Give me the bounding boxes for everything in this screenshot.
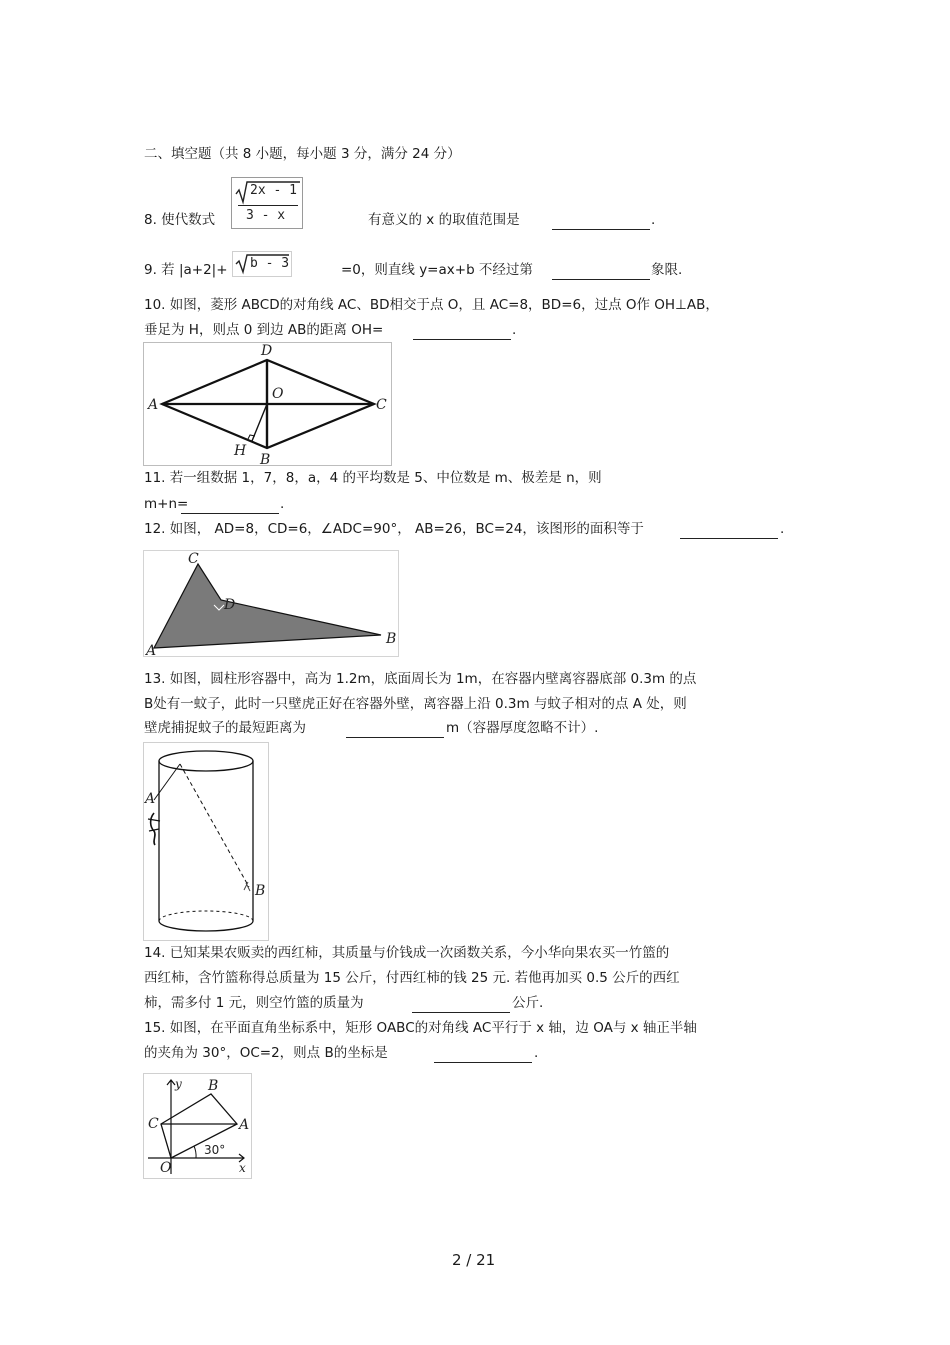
q9-answer-blank[interactable] xyxy=(552,279,650,280)
q11-answer-blank[interactable] xyxy=(181,513,279,514)
q9-end: 象限. xyxy=(651,262,683,278)
q15-end: . xyxy=(534,1045,539,1061)
label-B: B xyxy=(260,452,271,465)
fraction-bar xyxy=(238,205,298,206)
label-x: x xyxy=(239,1161,246,1175)
q9-prefix: 9. 若 |a+2|+ xyxy=(144,262,228,278)
q8-answer-blank[interactable] xyxy=(552,229,650,230)
q10-answer-blank[interactable] xyxy=(413,339,511,340)
label-B: B xyxy=(208,1078,219,1094)
label-O: O xyxy=(272,386,284,402)
label-A: A xyxy=(148,397,159,413)
label-C: C xyxy=(188,551,199,567)
q8-denominator: 3 - x xyxy=(246,208,286,223)
label-H: H xyxy=(234,443,247,459)
label-A: A xyxy=(145,791,156,807)
q10-line2: 垂足为 H，则点 0 到边 AB的距离 OH= xyxy=(144,322,384,338)
label-O: O xyxy=(160,1160,172,1176)
q12-answer-blank[interactable] xyxy=(680,538,778,539)
q14-line1: 14. 已知某果农贩卖的西红柿，其质量与价钱成一次函数关系，今小华向果农买一竹篮的 xyxy=(144,945,670,961)
q14-line3b: 公斤. xyxy=(512,995,544,1011)
q11-line2: m+n= xyxy=(144,496,189,512)
q8-formula-image xyxy=(231,177,303,229)
q13-line2: B处有一蚊子，此时一只壁虎正好在容器外壁，离容器上沿 0.3m 与蚊子相对的点 A 处，则 xyxy=(144,696,687,712)
q15-answer-blank[interactable] xyxy=(434,1062,532,1063)
page-number: 2 / 21 xyxy=(452,1251,496,1269)
label-B: B xyxy=(386,631,397,647)
label-A: A xyxy=(146,643,157,656)
q12-line1: 12. 如图， AD=8，CD=6，∠ADC=90°， AB=26，BC=24，该图形的面积等于 xyxy=(144,521,644,537)
q9-formula-image xyxy=(232,251,292,277)
label-C: C xyxy=(376,397,387,413)
q14-line2: 西红柿，含竹篮称得总质量为 15 公斤，付西红柿的钱 25 元. 若他再加买 0.5 公斤的西红 xyxy=(144,970,680,986)
q14-line3a: 柿，需多付 1 元，则空竹篮的质量为 xyxy=(144,995,364,1011)
q15-coordinate-figure xyxy=(143,1073,252,1179)
q9-suffix: =0，则直线 y=ax+b 不经过第 xyxy=(341,262,533,278)
q15-line1: 15. 如图，在平面直角坐标系中，矩形 OABC的对角线 AC平行于 x 轴，边 OA与 x 轴正半轴 xyxy=(144,1020,697,1036)
q10-rhombus-figure xyxy=(143,342,392,466)
label-angle: 30° xyxy=(204,1143,226,1157)
q13-line3b: m（容器厚度忽略不计）. xyxy=(446,720,599,736)
q11-end: . xyxy=(280,496,285,512)
q10-line1: 10. 如图，菱形 ABCD的对角线 AC、BD相交于点 O，且 AC=8，BD=6，过点 O作 OH⊥AB， xyxy=(144,297,719,313)
q13-line3a: 壁虎捕捉蚊子的最短距离为 xyxy=(144,720,306,736)
q13-cylinder-figure xyxy=(143,742,269,941)
q8-numerator: 2x - 1 xyxy=(250,183,297,198)
section-heading: 二、填空题（共 8 小题，每小题 3 分，满分 24 分） xyxy=(144,146,461,162)
label-y: y xyxy=(175,1077,182,1091)
q13-answer-blank[interactable] xyxy=(346,737,444,738)
q9-radicand: b - 3 xyxy=(250,256,290,271)
q8-end: . xyxy=(651,212,656,228)
label-D: D xyxy=(261,343,273,359)
q13-line1: 13. 如图，圆柱形容器中，高为 1.2m，底面周长为 1m，在容器内壁离容器底部 0.3m 的点 xyxy=(144,671,697,687)
q10-end: . xyxy=(512,322,517,338)
gecko-icon xyxy=(148,813,160,845)
label-A: A xyxy=(239,1117,250,1133)
label-D: D xyxy=(224,597,236,613)
q12-shaded-figure xyxy=(143,550,399,657)
q8-suffix: 有意义的 x 的取值范围是 xyxy=(368,212,520,228)
q11-line1: 11. 若一组数据 1，7，8，a，4 的平均数是 5、中位数是 m、极差是 n，则 xyxy=(144,470,602,486)
label-B: B xyxy=(255,883,266,899)
label-C: C xyxy=(148,1116,159,1132)
q14-answer-blank[interactable] xyxy=(412,1012,510,1013)
q8-prefix: 8. 使代数式 xyxy=(144,212,216,228)
q12-end: . xyxy=(780,521,785,537)
q15-line2: 的夹角为 30°，OC=2，则点 B的坐标是 xyxy=(144,1045,388,1061)
